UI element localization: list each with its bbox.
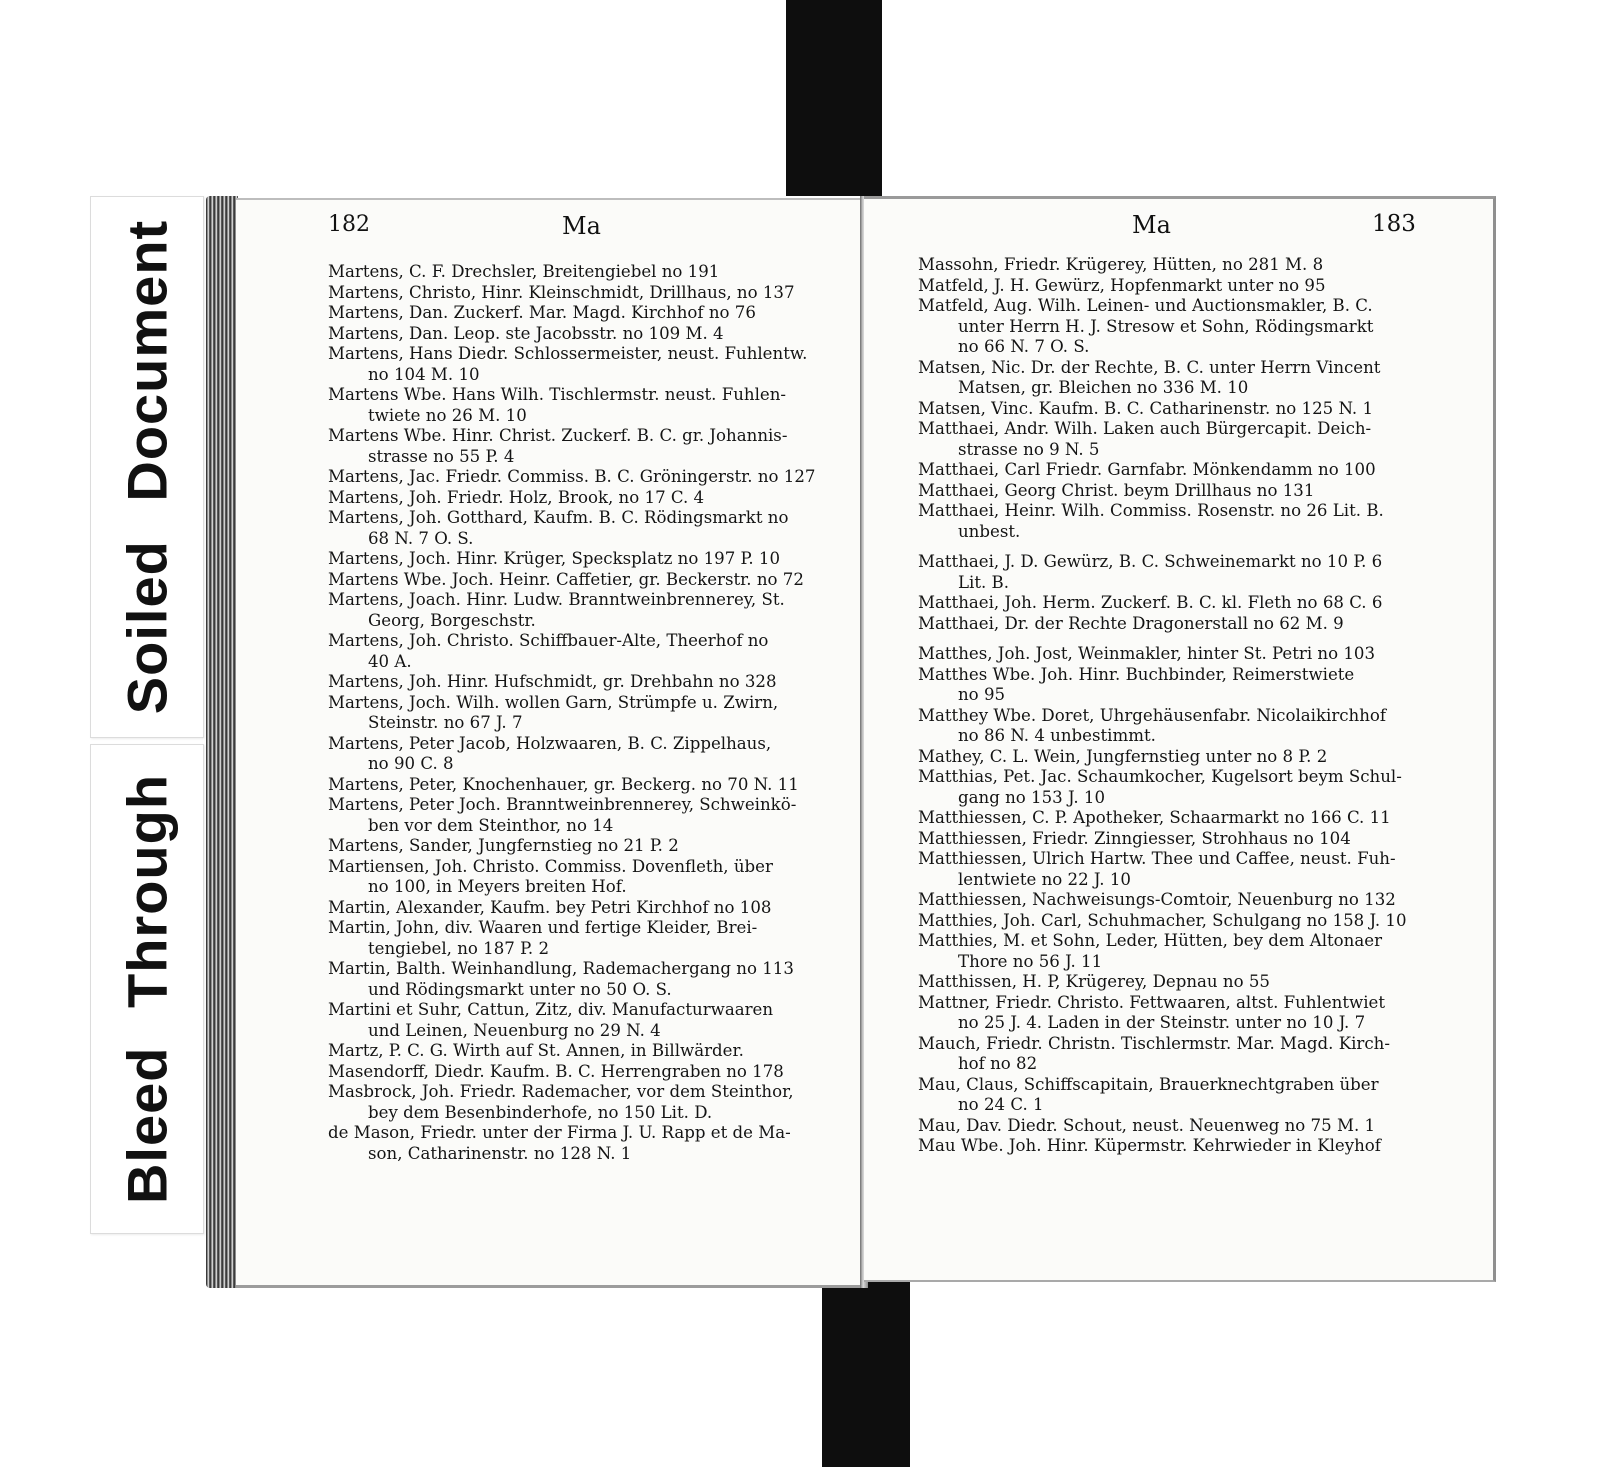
entry-line: Martz, P. C. G. Wirth auf St. Annen, in Billwärder.	[328, 1041, 744, 1060]
entry-line: Massohn, Friedr. Krügerey, Hütten, no 281 M. 8	[918, 255, 1324, 274]
entry-line: Masbrock, Joh. Friedr. Rademacher, vor dem Steinthor,	[328, 1082, 794, 1101]
entry-line: Matthias, Pet. Jac. Schaumkocher, Kugelsort beym Schul-	[918, 767, 1402, 786]
directory-entry	[328, 959, 828, 1000]
entry-line: Masendorff, Diedr. Kaufm. B. C. Herrengraben no 178	[328, 1061, 784, 1081]
right-page	[864, 196, 1496, 1282]
binding-strap-top	[786, 0, 882, 196]
entry-line: Martens, Dan. Leop. ste Jacobsstr. no 109 M. 4	[328, 323, 724, 343]
entry-continuation-line: Matsen, gr. Bleichen no 336 M. 10	[958, 378, 1249, 397]
entry-line: Martini et Suhr, Cattun, Zitz, div. Manufacturwaaren	[328, 1000, 774, 1019]
entry-line: Matthiessen, Ulrich Hartw. Thee und Caffee, neust. Fuh-	[918, 849, 1396, 868]
directory-entry	[328, 857, 828, 898]
entry-line: Matthey Wbe. Doret, Uhrgehäusenfabr. Nicolaikirchhof	[918, 705, 1387, 725]
running-head: Ma	[562, 212, 601, 240]
entry-line: Matthissen, H. P, Krügerey, Depnau no 55	[918, 972, 1270, 991]
entry-line: Matthaei, Carl Friedr. Garnfabr. Mönkendamm no 100	[918, 460, 1376, 479]
entry-line: Mathey, C. L. Wein, Jungfernstieg unter no 8 P. 2	[918, 746, 1328, 766]
directory-entry	[328, 488, 828, 509]
entry-line: Mattner, Friedr. Christo. Fettwaaren, altst. Fuhlentwiet	[918, 992, 1386, 1012]
entry-continuation-line: no 24 C. 1	[958, 1095, 1044, 1114]
entry-continuation-line: no 90 C. 8	[368, 754, 454, 773]
directory-entry	[918, 911, 1418, 932]
entry-line: Martens, Joh. Gotthard, Kaufm. B. C. Rödingsmarkt no	[328, 508, 789, 527]
directory-entry	[918, 665, 1418, 706]
directory-entry	[328, 467, 828, 488]
directory-entry	[918, 890, 1418, 911]
entry-line: Matthaei, Joh. Herm. Zuckerf. B. C. kl. Fleth no 68 C. 6	[918, 593, 1383, 612]
directory-entry	[328, 693, 828, 734]
entry-continuation-line: unbest.	[958, 521, 1021, 541]
directory-entry	[328, 426, 828, 467]
directory-entry	[328, 324, 828, 345]
entry-continuation-line: ben vor dem Steinthor, no 14	[368, 815, 614, 835]
entry-line: Martens Wbe. Joch. Heinr. Caffetier, gr. Beckerstr. no 72	[328, 569, 804, 589]
entry-line: Matthaei, Dr. der Rechte Dragonerstall no 62 M. 9	[918, 613, 1344, 633]
entry-continuation-line: no 104 M. 10	[368, 364, 480, 384]
entry-line: Matthes Wbe. Joh. Hinr. Buchbinder, Reimerstwiete	[918, 664, 1355, 684]
entry-line: Matthiessen, C. P. Apotheker, Schaarmarkt no 166 C. 11	[918, 808, 1391, 827]
entry-line: Matsen, Nic. Dr. der Rechte, B. C. unter Herrn Vincent	[918, 357, 1381, 377]
entry-continuation-line: son, Catharinenstr. no 128 N. 1	[368, 1143, 632, 1163]
soiled-document-label	[90, 196, 204, 738]
entry-line: Mauch, Friedr. Christn. Tischlermstr. Mar. Magd. Kirch-	[918, 1033, 1390, 1053]
directory-entry	[918, 460, 1418, 481]
directory-entry	[918, 614, 1418, 635]
entry-line: Martens, Sander, Jungfernstieg no 21 P. 2	[328, 836, 679, 855]
directory-entry	[918, 481, 1418, 502]
entry-line: Martens, Joh. Christo. Schiffbauer-Alte, Theerhof no	[328, 631, 769, 650]
entry-line: Martin, Alexander, Kaufm. bey Petri Kirchhof no 108	[328, 897, 772, 917]
entry-line: Mau, Claus, Schiffscapitain, Brauerknechtgraben über	[918, 1074, 1379, 1094]
entry-continuation-line: twiete no 26 M. 10	[368, 405, 527, 425]
directory-entry	[328, 836, 828, 857]
entry-line: Martens Wbe. Hinr. Christ. Zuckerf. B. C. gr. Johannis-	[328, 426, 788, 445]
entry-continuation-line: Lit. B.	[958, 572, 1010, 592]
directory-entry	[328, 1082, 828, 1123]
directory-entry	[918, 829, 1418, 850]
directory-entry	[328, 262, 828, 283]
directory-entry	[918, 419, 1418, 460]
entry-line: Martens, Dan. Zuckerf. Mar. Magd. Kirchhof no 76	[328, 303, 756, 322]
entry-line: Matfeld, Aug. Wilh. Leinen- und Auctionsmakler, B. C.	[918, 296, 1373, 315]
directory-entry	[328, 283, 828, 304]
entry-continuation-line: no 95	[958, 685, 1006, 704]
entry-line: Martens, C. F. Drechsler, Breitengiebel no 191	[328, 262, 720, 281]
bleed-through-text: Bleed Through	[115, 773, 179, 1205]
page-number: 182	[328, 212, 370, 237]
book-page-edges	[206, 196, 238, 1288]
directory-entry	[918, 706, 1418, 747]
entry-continuation-line: 40 A.	[368, 651, 412, 671]
bleed-through-label	[90, 744, 204, 1234]
entry-line: Martens, Christo, Hinr. Kleinschmidt, Drillhaus, no 137	[328, 282, 795, 302]
entry-line: Martens, Peter Jacob, Holzwaaren, B. C. Zippelhaus,	[328, 733, 772, 753]
directory-entry	[918, 1116, 1418, 1137]
entry-line: Martiensen, Joh. Christo. Commiss. Dovenfleth, über	[328, 856, 773, 876]
directory-entry	[328, 1123, 828, 1164]
entry-continuation-line: Georg, Borgeschstr.	[368, 610, 536, 630]
left-page	[236, 198, 864, 1288]
directory-entry	[918, 296, 1418, 358]
directory-entry	[918, 849, 1418, 890]
entry-continuation-line: und Leinen, Neuenburg no 29 N. 4	[368, 1020, 661, 1040]
entry-line: Matthiessen, Nachweisungs-Comtoir, Neuenburg no 132	[918, 890, 1396, 909]
entry-line: Matthies, M. et Sohn, Leder, Hütten, bey dem Altonaer	[918, 931, 1383, 950]
directory-entry	[918, 276, 1418, 297]
entry-line: Matthaei, Andr. Wilh. Laken auch Bürgercapit. Deich-	[918, 419, 1372, 438]
directory-entry	[328, 1041, 828, 1062]
directory-entry	[918, 767, 1418, 808]
entry-line: de Mason, Friedr. unter der Firma J. U. Rapp et de Ma-	[328, 1123, 791, 1142]
entry-line: Mau Wbe. Joh. Hinr. Küpermstr. Kehrwieder in Kleyhof	[918, 1136, 1381, 1155]
directory-entry	[918, 1034, 1418, 1075]
entry-line: Matsen, Vinc. Kaufm. B. C. Catharinenstr. no 125 N. 1	[918, 398, 1374, 418]
directory-entry	[328, 344, 828, 385]
entry-line: Matthes, Joh. Jost, Weinmakler, hinter St. Petri no 103	[918, 644, 1376, 663]
soiled-document-text: Soiled Document	[115, 219, 179, 715]
entry-continuation-line: no 66 N. 7 O. S.	[958, 337, 1090, 356]
entry-continuation-line: lentwiete no 22 J. 10	[958, 869, 1131, 889]
directory-entry	[918, 931, 1418, 972]
directory-entry	[328, 385, 828, 426]
entry-line: Martens, Joch. Hinr. Krüger, Specksplatz no 197 P. 10	[328, 549, 781, 568]
directory-entry	[328, 303, 828, 324]
entry-continuation-line: strasse no 9 N. 5	[958, 439, 1100, 459]
directory-entry	[328, 549, 828, 570]
entry-continuation-line: no 86 N. 4 unbestimmt.	[958, 726, 1156, 745]
directory-entry	[328, 775, 828, 796]
directory-entry	[918, 552, 1418, 593]
directory-entry	[918, 1136, 1418, 1157]
directory-entry	[918, 808, 1418, 829]
directory-entry	[328, 898, 828, 919]
entry-line: Martens, Hans Diedr. Schlossermeister, neust. Fuhlentw.	[328, 344, 808, 363]
directory-entry	[328, 1062, 828, 1083]
entry-list	[918, 255, 1418, 1157]
entry-line: Martens, Joach. Hinr. Ludw. Branntweinbrennerey, St.	[328, 590, 785, 609]
entry-line: Matfeld, J. H. Gewürz, Hopfenmarkt unter no 95	[918, 275, 1326, 295]
entry-line: Martens Wbe. Hans Wilh. Tischlermstr. neust. Fuhlen-	[328, 385, 787, 404]
directory-entry	[918, 747, 1418, 768]
directory-entry	[918, 399, 1418, 420]
directory-entry	[328, 508, 828, 549]
directory-entry	[328, 734, 828, 775]
entry-line: Matthaei, J. D. Gewürz, B. C. Schweinemarkt no 10 P. 6	[918, 552, 1383, 571]
entry-line: Matthies, Joh. Carl, Schuhmacher, Schulgang no 158 J. 10	[918, 910, 1407, 930]
directory-entry	[328, 631, 828, 672]
entry-list	[328, 262, 828, 1164]
entry-continuation-line: unter Herrn H. J. Stresow et Sohn, Rödingsmarkt	[958, 316, 1374, 336]
directory-entry	[328, 918, 828, 959]
entry-line: Mau, Dav. Diedr. Schout, neust. Neuenweg no 75 M. 1	[918, 1115, 1376, 1135]
entry-line: Martens, Jac. Friedr. Commiss. B. C. Gröningerstr. no 127	[328, 467, 816, 486]
directory-entry	[918, 358, 1418, 399]
entry-line: Martin, Balth. Weinhandlung, Rademachergang no 113	[328, 959, 794, 978]
entry-continuation-line: gang no 153 J. 10	[958, 787, 1106, 807]
entry-continuation-line: strasse no 55 P. 4	[368, 446, 515, 466]
directory-entry	[918, 255, 1418, 276]
entry-line: Martens, Peter, Knochenhauer, gr. Beckerg. no 70 N. 11	[328, 774, 799, 794]
entry-line: Martens, Joh. Friedr. Holz, Brook, no 17 C. 4	[328, 487, 705, 507]
entry-continuation-line: Steinstr. no 67 J. 7	[368, 713, 523, 732]
entry-continuation-line: tengiebel, no 187 P. 2	[368, 938, 550, 958]
directory-entry	[918, 972, 1418, 993]
entry-continuation-line: no 100, in Meyers breiten Hof.	[368, 877, 627, 896]
entry-line: Matthaei, Georg Christ. beym Drillhaus no 131	[918, 480, 1315, 500]
running-head: Ma	[1132, 211, 1171, 239]
entry-line: Martens, Joch. Wilh. wollen Garn, Strümpfe u. Zwirn,	[328, 692, 779, 712]
directory-entry	[918, 593, 1418, 614]
directory-entry	[328, 570, 828, 591]
directory-entry	[328, 672, 828, 693]
entry-continuation-line: hof no 82	[958, 1054, 1038, 1073]
page-number: 183	[1372, 211, 1416, 237]
entry-line: Matthiessen, Friedr. Zinngiesser, Strohhaus no 104	[918, 828, 1351, 848]
directory-entry	[328, 590, 828, 631]
entry-continuation-line: Thore no 56 J. 11	[958, 951, 1103, 971]
entry-line: Martin, John, div. Waaren und fertige Kleider, Brei-	[328, 918, 758, 937]
entry-continuation-line: 68 N. 7 O. S.	[368, 528, 474, 548]
directory-entry	[918, 993, 1418, 1034]
directory-entry	[328, 795, 828, 836]
directory-entry	[328, 1000, 828, 1041]
binding-strap-bottom	[822, 1280, 910, 1467]
entry-line: Matthaei, Heinr. Wilh. Commiss. Rosenstr. no 26 Lit. B.	[918, 501, 1384, 520]
directory-entry	[918, 501, 1418, 542]
entry-continuation-line: no 25 J. 4. Laden in der Steinstr. unter no 10 J. 7	[958, 1013, 1366, 1032]
directory-entry	[918, 1075, 1418, 1116]
entry-line: Martens, Peter Joch. Branntweinbrennerey, Schweinkö-	[328, 795, 797, 814]
directory-entry	[918, 644, 1418, 665]
entry-continuation-line: bey dem Besenbinderhofe, no 150 Lit. D.	[368, 1102, 713, 1122]
entry-continuation-line: und Rödingsmarkt unter no 50 O. S.	[368, 979, 672, 999]
entry-line: Martens, Joh. Hinr. Hufschmidt, gr. Drehbahn no 328	[328, 672, 777, 691]
